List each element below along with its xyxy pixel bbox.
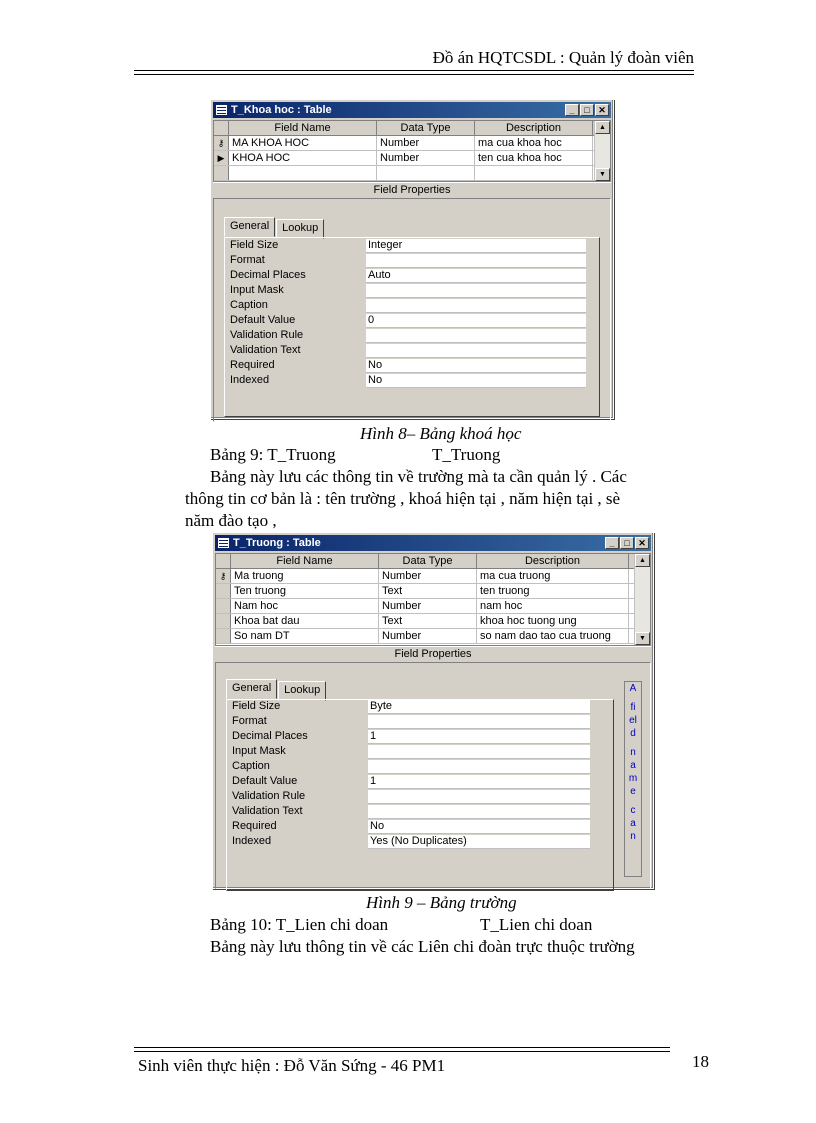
property-label: Required: [232, 820, 277, 832]
property-label: Indexed: [230, 374, 270, 386]
footer-rule-thick: [134, 1051, 670, 1052]
row-selector[interactable]: [216, 614, 231, 628]
field-name-cell[interactable]: MA KHOA HOC: [229, 136, 377, 150]
property-value-field[interactable]: No: [366, 359, 586, 373]
table-row[interactable]: [216, 614, 650, 629]
description-cell[interactable]: ten cua khoa hoc: [475, 151, 593, 165]
field-name-cell[interactable]: Khoa bat dau: [231, 614, 379, 628]
tab-lookup[interactable]: Lookup: [278, 681, 326, 701]
data-type-cell[interactable]: Number: [379, 629, 477, 643]
property-value-field[interactable]: Yes (No Duplicates): [368, 835, 590, 849]
property-label: Format: [232, 715, 267, 727]
hint-text-fragment: n: [630, 747, 636, 758]
property-label: Format: [230, 254, 265, 266]
hint-text-fragment: m: [628, 773, 638, 784]
property-label: Input Mask: [232, 745, 286, 757]
row-selector-header: [216, 554, 231, 568]
window-titlebar[interactable]: [213, 102, 611, 118]
description-cell[interactable]: ma cua truong: [477, 569, 629, 583]
data-type-cell[interactable]: Number: [379, 569, 477, 583]
hint-text-fragment: fi: [630, 702, 636, 713]
property-label: Field Size: [230, 239, 279, 251]
property-value-field[interactable]: [366, 254, 586, 268]
property-value-field[interactable]: [368, 745, 590, 759]
paragraph-line: năm đào tạo ,: [185, 511, 277, 530]
data-type-cell[interactable]: Text: [379, 614, 477, 628]
field-name-hint-panel: [624, 681, 642, 877]
hint-text-fragment: e: [630, 786, 636, 797]
column-header[interactable]: Description: [477, 554, 629, 568]
property-value-field[interactable]: [366, 299, 586, 313]
table-row[interactable]: [214, 136, 610, 151]
table-icon: [218, 538, 229, 548]
field-name-cell[interactable]: KHOA HOC: [229, 151, 377, 165]
property-label: Indexed: [232, 835, 272, 847]
footer-rule: [134, 1047, 670, 1048]
property-value-field[interactable]: 0: [366, 314, 586, 328]
vertical-scrollbar[interactable]: [594, 121, 610, 181]
property-value-field[interactable]: [366, 344, 586, 358]
table-row[interactable]: [214, 151, 610, 166]
property-value-field[interactable]: [368, 805, 590, 819]
table-design-window-truong[interactable]: [212, 532, 654, 889]
description-cell[interactable]: ma cua khoa hoc: [475, 136, 593, 150]
data-type-cell[interactable]: Number: [377, 136, 475, 150]
figure-caption-8: Hình 8– Bảng khoá học: [360, 424, 522, 443]
table-9-name: T_Truong: [432, 445, 501, 464]
page-header: Đồ án HQTCSDL : Quản lý đoàn viên: [432, 48, 694, 67]
scroll-down-arrow-icon[interactable]: ▼: [595, 168, 610, 181]
row-selector-header: [214, 121, 229, 135]
property-value-field[interactable]: [368, 790, 590, 804]
paragraph-line: thông tin cơ bản là : tên trường , khoá hiện tại , năm hiện tại , sè: [185, 489, 621, 508]
grid-header-row: [216, 554, 650, 569]
property-label: Decimal Places: [232, 730, 308, 742]
property-label: Decimal Places: [230, 269, 306, 281]
page-number: 18: [692, 1052, 709, 1071]
vertical-scrollbar[interactable]: [634, 554, 650, 645]
footer-author: Sinh viên thực hiện : Đỗ Văn Sứng - 46 PM1: [138, 1056, 446, 1075]
row-selector[interactable]: [214, 166, 229, 180]
maximize-button[interactable]: □: [580, 104, 594, 116]
property-tabs[interactable]: [224, 219, 325, 239]
field-properties-panel: [213, 198, 611, 422]
scroll-up-arrow-icon[interactable]: ▲: [595, 121, 610, 134]
hint-text-fragment: a: [630, 760, 636, 771]
close-button[interactable]: ✕: [635, 537, 649, 549]
maximize-button[interactable]: □: [620, 537, 634, 549]
property-label: Required: [230, 359, 275, 371]
row-selector[interactable]: [216, 599, 231, 613]
field-name-cell[interactable]: Nam hoc: [231, 599, 379, 613]
field-properties-label: Field Properties: [215, 646, 651, 662]
property-value-field[interactable]: 1: [368, 730, 590, 744]
property-label: Validation Text: [232, 805, 303, 817]
hint-text-fragment: el: [629, 715, 637, 726]
field-properties-panel: [215, 662, 651, 889]
hint-text-fragment: A: [629, 683, 637, 694]
field-name-cell[interactable]: So nam DT: [231, 629, 379, 643]
field-name-cell[interactable]: Ma truong: [231, 569, 379, 583]
field-grid[interactable]: [215, 553, 651, 646]
column-header[interactable]: Data Type: [377, 121, 475, 135]
column-header[interactable]: Field Name: [229, 121, 377, 135]
paragraph-line: Bảng này lưu thông tin về các Liên chi đoàn trực thuộc trường: [210, 937, 635, 956]
property-label: Caption: [232, 760, 270, 772]
header-rule: [134, 70, 694, 71]
property-value-field[interactable]: Integer: [366, 239, 586, 253]
column-header[interactable]: Data Type: [379, 554, 477, 568]
property-label: Field Size: [232, 700, 281, 712]
property-value-field[interactable]: Byte: [368, 700, 590, 714]
empty-row[interactable]: [214, 166, 610, 181]
primary-key-icon[interactable]: ⚷: [216, 569, 231, 583]
table-icon: [216, 105, 227, 115]
row-selector[interactable]: [216, 629, 231, 643]
property-label: Validation Text: [230, 344, 301, 356]
property-label: Validation Rule: [232, 790, 306, 802]
grid-header-row: [214, 121, 610, 136]
window-titlebar[interactable]: [215, 535, 651, 551]
primary-key-icon[interactable]: ⚷: [214, 136, 229, 150]
scroll-down-arrow-icon[interactable]: ▼: [635, 632, 650, 645]
minimize-button[interactable]: _: [605, 537, 619, 549]
tab-general[interactable]: General: [224, 217, 275, 237]
tab-general[interactable]: General: [226, 679, 277, 699]
row-selector[interactable]: [216, 584, 231, 598]
property-label: Validation Rule: [230, 329, 304, 341]
current-row-arrow-icon[interactable]: ▶: [214, 151, 229, 165]
hint-text-fragment: c: [630, 805, 636, 816]
empty-cell[interactable]: [229, 166, 377, 180]
table-design-window-khoa-hoc[interactable]: [210, 99, 614, 419]
empty-cell[interactable]: [377, 166, 475, 180]
property-value-field[interactable]: Auto: [366, 269, 586, 283]
table-row[interactable]: [216, 599, 650, 614]
minimize-button[interactable]: _: [565, 104, 579, 116]
property-label: Input Mask: [230, 284, 284, 296]
window-title: T_Truong : Table: [233, 537, 321, 549]
property-value-field[interactable]: No: [366, 374, 586, 388]
scroll-up-arrow-icon[interactable]: ▲: [635, 554, 650, 567]
empty-cell[interactable]: [475, 166, 593, 180]
header-rule-thin: [134, 74, 694, 75]
table-row[interactable]: [216, 584, 650, 599]
property-value-field[interactable]: [366, 284, 586, 298]
column-header[interactable]: Description: [475, 121, 593, 135]
field-grid[interactable]: [213, 120, 611, 182]
property-value-field[interactable]: [368, 715, 590, 729]
property-value-field[interactable]: [366, 329, 586, 343]
data-type-cell[interactable]: Number: [379, 599, 477, 613]
hint-text-fragment: d: [630, 728, 636, 739]
property-tabs[interactable]: [226, 681, 327, 701]
table-row[interactable]: [216, 629, 650, 644]
description-cell[interactable]: so nam dao tao cua truong: [477, 629, 629, 643]
paragraph-line: Bảng này lưu các thông tin về trường mà ta cần quản lý . Các: [210, 467, 627, 486]
column-header[interactable]: Field Name: [231, 554, 379, 568]
property-label: Default Value: [232, 775, 298, 787]
data-type-cell[interactable]: Number: [377, 151, 475, 165]
property-value-field[interactable]: [368, 760, 590, 774]
property-label: Caption: [230, 299, 268, 311]
figure-caption-9: Hình 9 – Bảng trường: [366, 893, 517, 912]
description-cell[interactable]: nam hoc: [477, 599, 629, 613]
hint-text-fragment: a: [630, 818, 636, 829]
table-10-name: T_Lien chi doan: [480, 915, 593, 934]
hint-text-fragment: n: [630, 831, 636, 842]
close-button[interactable]: ✕: [595, 104, 609, 116]
table-row[interactable]: [216, 569, 650, 584]
property-value-field[interactable]: No: [368, 820, 590, 834]
table-10-label: Bảng 10: T_Lien chi doan: [210, 915, 389, 934]
description-cell[interactable]: khoa hoc tuong ung: [477, 614, 629, 628]
property-value-field[interactable]: 1: [368, 775, 590, 789]
property-label: Default Value: [230, 314, 296, 326]
description-cell[interactable]: ten truong: [477, 584, 629, 598]
data-type-cell[interactable]: Text: [379, 584, 477, 598]
field-properties-label: Field Properties: [213, 182, 611, 198]
tab-lookup[interactable]: Lookup: [276, 219, 324, 239]
table-9-label: Bảng 9: T_Truong: [210, 445, 336, 464]
window-title: T_Khoa hoc : Table: [231, 104, 332, 116]
field-name-cell[interactable]: Ten truong: [231, 584, 379, 598]
